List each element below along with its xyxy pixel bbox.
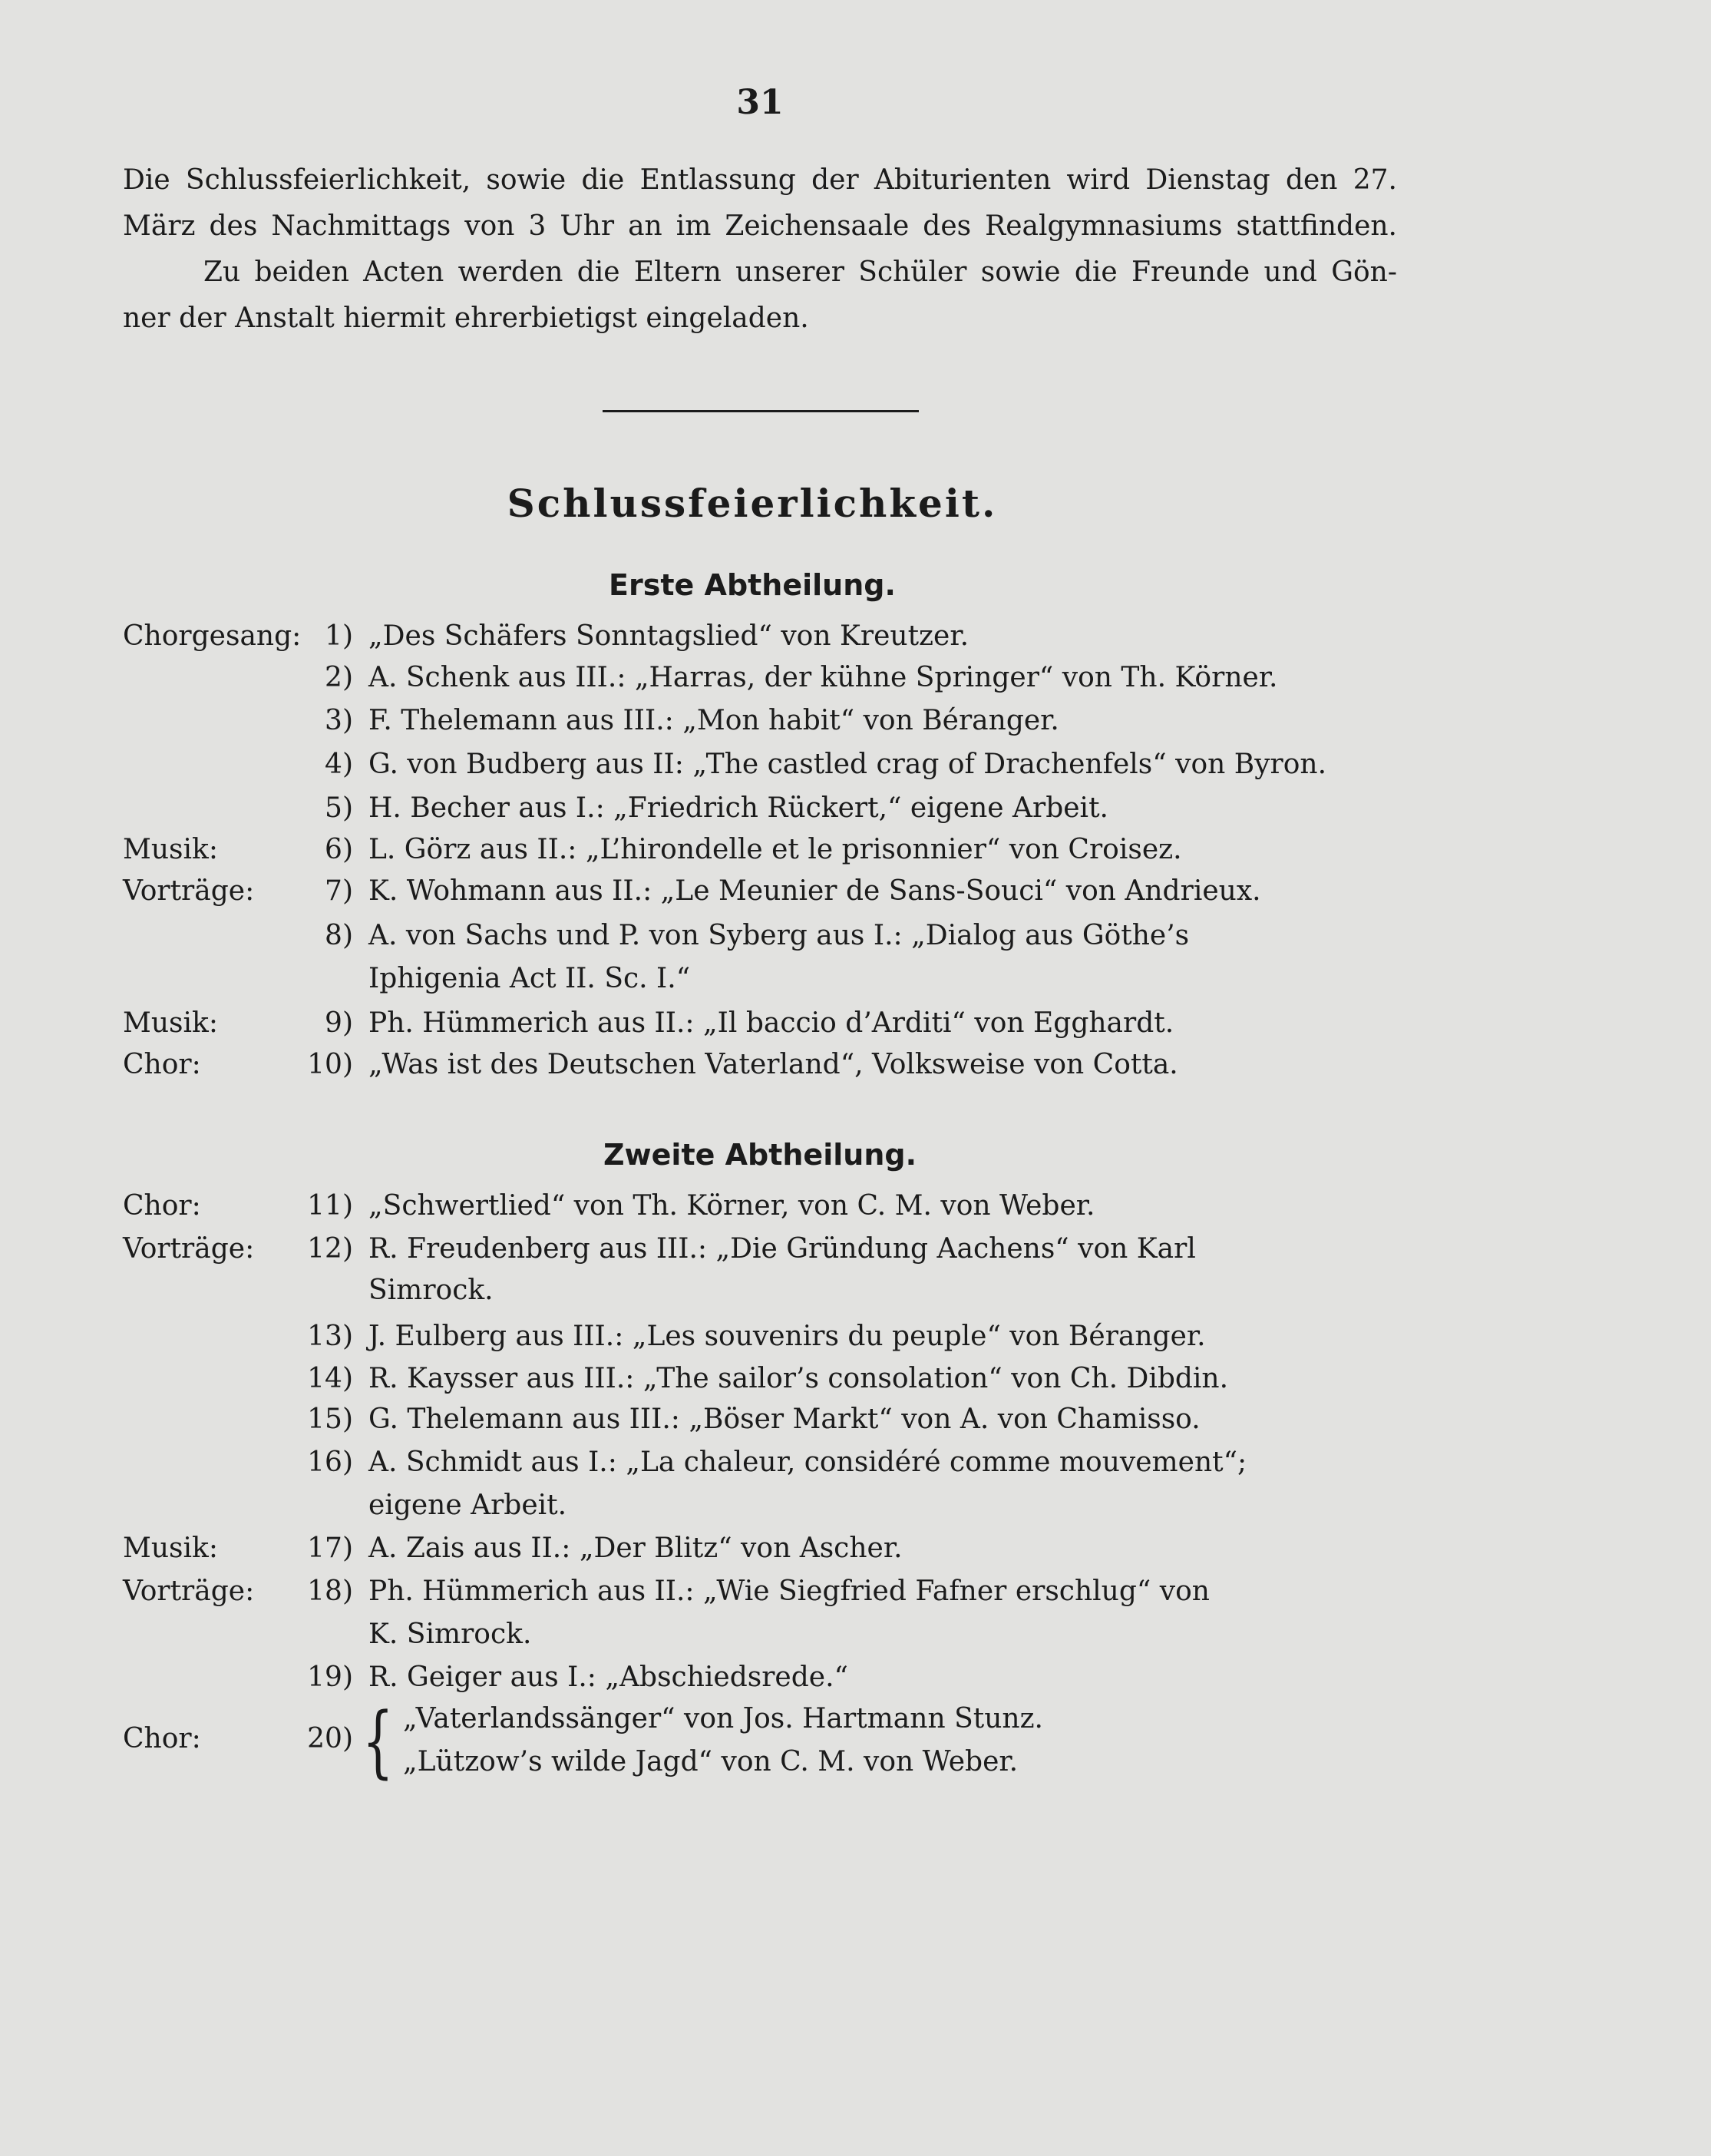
item-number: 15) xyxy=(307,1404,353,1435)
item-text: „Was ist des Deutschen Vaterland“, Volksweise von Cotta. xyxy=(368,1049,1178,1080)
item-label: Musik: xyxy=(123,1533,218,1564)
item-label: Vorträge: xyxy=(123,1576,255,1607)
item-number: 10) xyxy=(307,1049,353,1080)
item-text: „Lützow’s wilde Jagd“ von C. M. von Weber. xyxy=(403,1746,1019,1777)
item-text: L. Görz aus II.: „L’hirondelle et le prisonnier“ von Croisez. xyxy=(368,834,1182,865)
item-text: A. Schenk aus III.: „Harras, der kühne Springer“ von Th. Körner. xyxy=(368,662,1278,693)
intro-paragraph xyxy=(123,157,1397,342)
item-text: „Schwertlied“ von Th. Körner, von C. M. von Weber. xyxy=(368,1190,1095,1222)
brace: { xyxy=(362,1697,394,1788)
item-number: 17) xyxy=(307,1533,353,1564)
item-number: 1) xyxy=(325,620,353,652)
item-label: Vorträge: xyxy=(123,1233,255,1265)
item-text: R. Geiger aus I.: „Abschiedsrede.“ xyxy=(368,1662,848,1693)
item-text: A. Schmidt aus I.: „La chaleur, considéré comme mouvement“; xyxy=(368,1447,1247,1478)
item-number: 18) xyxy=(307,1576,353,1607)
item-text: G. Thelemann aus III.: „Böser Markt“ von A. von Chamisso. xyxy=(368,1404,1201,1435)
item-text: R. Freudenberg aus III.: „Die Gründung Aachens“ von Karl xyxy=(368,1233,1196,1265)
item-number: 11) xyxy=(307,1190,353,1222)
item-number: 7) xyxy=(325,875,353,907)
item-text: „Des Schäfers Sonntagslied“ von Kreutzer. xyxy=(368,620,969,652)
item-text: J. Eulberg aus III.: „Les souvenirs du peuple“ von Béranger. xyxy=(368,1321,1206,1352)
item-text-continued: Simrock. xyxy=(368,1275,494,1306)
item-label: Musik: xyxy=(123,834,218,865)
item-text: F. Thelemann aus III.: „Mon habit“ von Béranger. xyxy=(368,705,1059,736)
item-text-continued: K. Simrock. xyxy=(368,1619,532,1650)
item-number: 13) xyxy=(307,1321,353,1352)
item-text: Ph. Hümmerich aus II.: „Il baccio d’Arditi“ von Egghardt. xyxy=(368,1007,1174,1039)
item-label: Chorgesang: xyxy=(123,620,302,652)
item-label: Chor: xyxy=(123,1190,201,1222)
item-number: 16) xyxy=(307,1447,353,1478)
intro-line: ner der Anstalt hiermit ehrerbietigst eingeladen. xyxy=(123,303,809,334)
item-text: H. Becher aus I.: „Friedrich Rückert,“ eigene Arbeit. xyxy=(368,792,1108,824)
item-text-continued: Iphigenia Act II. Sc. I.“ xyxy=(368,963,691,994)
item-text-continued: eigene Arbeit. xyxy=(368,1490,567,1521)
item-text: A. von Sachs und P. von Syberg aus I.: „Dialog aus Göthe’s xyxy=(368,920,1190,951)
item-number: 6) xyxy=(325,834,353,865)
item-text: „Vaterlandssänger“ von Jos. Hartmann Stunz. xyxy=(403,1703,1043,1734)
item-number: 20) xyxy=(307,1723,353,1754)
item-text: A. Zais aus II.: „Der Blitz“ von Ascher. xyxy=(368,1533,903,1564)
intro-line: Zu beiden Acten werden die Eltern unserer Schüler sowie die Freunde und Gön- xyxy=(203,256,1397,288)
item-text: Ph. Hümmerich aus II.: „Wie Siegfried Fafner erschlug“ von xyxy=(368,1576,1210,1607)
intro-line: März des Nachmittags von 3 Uhr an im Zeichensaale des Realgymnasiums stattfinden. xyxy=(123,210,1397,242)
intro-line: Die Schlussfeierlichkeit, sowie die Entlassung der Abiturienten wird Dienstag den 27. xyxy=(123,164,1397,196)
item-number: 14) xyxy=(307,1363,353,1394)
item-number: 19) xyxy=(307,1662,353,1693)
item-number: 12) xyxy=(307,1233,353,1265)
item-text: R. Kaysser aus III.: „The sailor’s consolation“ von Ch. Dibdin. xyxy=(368,1363,1229,1394)
page-number: 31 xyxy=(736,83,784,122)
item-number: 8) xyxy=(325,920,353,951)
item-label: Musik: xyxy=(123,1007,218,1039)
item-label: Chor: xyxy=(123,1723,201,1754)
item-number: 3) xyxy=(325,705,353,736)
section-heading-part2: Zweite Abtheilung. xyxy=(603,1138,917,1172)
item-text: K. Wohmann aus II.: „Le Meunier de Sans-Souci“ von Andrieux. xyxy=(368,875,1261,907)
page-title: Schlussfeierlichkeit. xyxy=(507,481,998,526)
item-label: Vorträge: xyxy=(123,875,255,907)
section-heading-part1: Erste Abtheilung. xyxy=(609,568,896,602)
divider xyxy=(603,410,919,412)
item-number: 9) xyxy=(325,1007,353,1039)
item-label: Chor: xyxy=(123,1049,201,1080)
item-number: 5) xyxy=(325,792,353,824)
item-number: 4) xyxy=(325,749,353,780)
item-number: 2) xyxy=(325,662,353,693)
item-text: G. von Budberg aus II: „The castled crag of Drachenfels“ von Byron. xyxy=(368,749,1327,780)
